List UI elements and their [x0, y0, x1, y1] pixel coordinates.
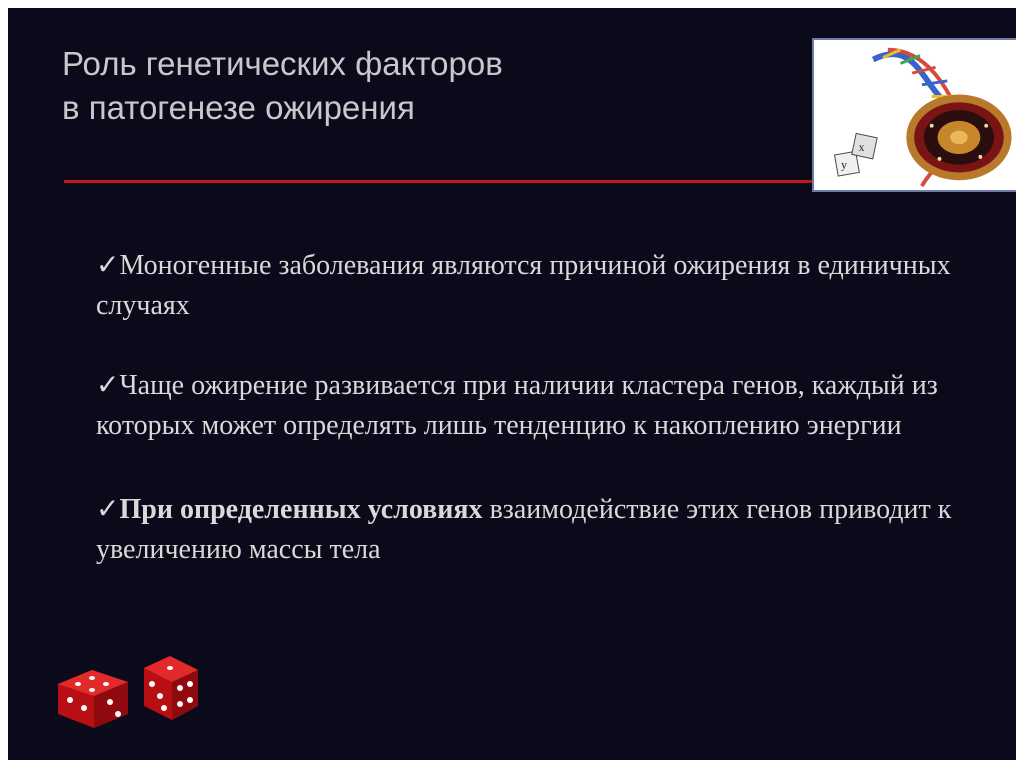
svg-text:y: y [841, 158, 847, 172]
bullet-item-3 [96, 490, 996, 570]
bullet-text-2: Чаще ожирение развивается при наличии кластера генов, каждый из которых может определять лишь тенденцию к накоплению энергии [96, 370, 938, 441]
check-icon: ✓ [96, 494, 120, 525]
red-dice-icon [48, 644, 208, 734]
bullet-emphasis-3: При определенных условиях [119, 494, 483, 525]
bullet-item-1 [96, 246, 996, 326]
svg-text:x: x [858, 141, 865, 155]
bullet-text-3: взаимодействие этих генов приводит к увеличению массы тела [96, 494, 952, 565]
bullet-text-1: Моногенные заболевания являются причиной ожирения в единичных случаях [96, 250, 951, 321]
title-line-1: Роль генетических факторов [62, 45, 503, 82]
slide [8, 8, 1016, 760]
title-line-2: в патогенезе ожирения [62, 89, 415, 126]
title-divider [64, 180, 816, 183]
bullet-list [96, 246, 996, 610]
dna-roulette-icon [812, 38, 1016, 192]
bullet-item-2 [96, 366, 996, 446]
check-icon: ✓ [96, 370, 120, 401]
slide-title [62, 42, 762, 130]
check-icon: ✓ [96, 250, 120, 281]
